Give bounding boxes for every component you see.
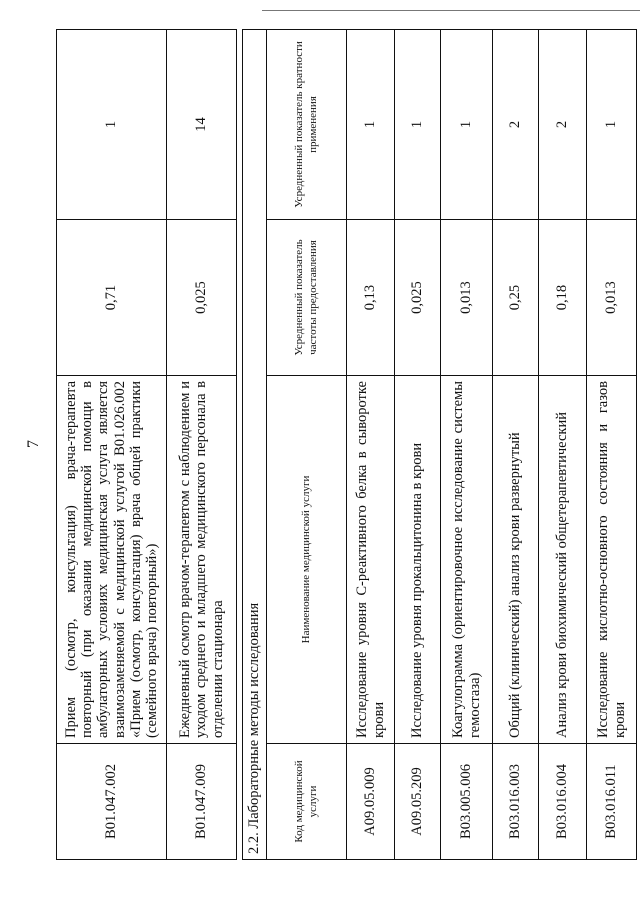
top-rule (262, 10, 640, 11)
service-name: Анализ крови биохимический общетерапевтический (539, 376, 587, 744)
header-row (267, 29, 347, 859)
frequency-value: 0,18 (539, 220, 587, 376)
table-row (395, 29, 441, 859)
service-code: B01.047.002 (57, 744, 167, 860)
laboratory-methods-table (242, 29, 637, 860)
table-row (57, 30, 167, 860)
multiplicity-value: 1 (587, 29, 637, 219)
multiplicity-value: 1 (441, 29, 493, 219)
header-name: Наименование медицинской услуги (267, 376, 347, 744)
section-title-row (243, 29, 267, 859)
service-code: B03.016.011 (587, 744, 637, 860)
service-name: Исследование уровня прокальцитонина в крови (395, 376, 441, 744)
table-row (587, 29, 637, 859)
service-name: Исследование уровня С-реактивного белка в сыворотке крови (347, 376, 395, 744)
frequency-value: 0,13 (347, 220, 395, 376)
frequency-value: 0,025 (167, 220, 237, 376)
service-code: B01.047.009 (167, 744, 237, 860)
multiplicity-value: 2 (493, 29, 539, 219)
multiplicity-value: 2 (539, 29, 587, 219)
multiplicity-value: 1 (347, 29, 395, 219)
rotated-page-content (56, 30, 636, 860)
frequency-value: 0,013 (587, 220, 637, 376)
table-row (493, 29, 539, 859)
frequency-value: 0,71 (57, 220, 167, 376)
service-name: Общий (клинический) анализ крови развернутый (493, 376, 539, 744)
table-row (539, 29, 587, 859)
service-code: A09.05.009 (347, 744, 395, 860)
frequency-value: 0,025 (395, 220, 441, 376)
header-code: Код медицинской услуги (267, 744, 347, 860)
service-name: Прием (осмотр, консультация) врача-терапевта повторный (при оказании медицинской помощи в амбулаторных условиях медицинская услуга является взаимозаменяемой с медицинской услугой B01.026.002 «Прием (осмотр, консультация) врача общей практики (семейного врача) повторный») (57, 376, 167, 744)
service-name: Коагулограмма (ориентировочное исследование системы гемостаза) (441, 376, 493, 744)
table-row (167, 30, 237, 860)
service-code: B03.016.004 (539, 744, 587, 860)
page-number: 7 (25, 440, 42, 448)
service-code: B03.005.006 (441, 744, 493, 860)
services-table-continued (56, 29, 237, 860)
header-multiplicity: Усредненный показатель кратности применения (267, 29, 347, 219)
multiplicity-value: 1 (395, 29, 441, 219)
header-frequency: Усредненный показатель частоты предоставления (267, 220, 347, 376)
service-name: Ежедневный осмотр врачом-терапевтом с наблюдением и уходом среднего и младшего медицинского персонала в отделении стационара (167, 376, 237, 744)
multiplicity-value: 14 (167, 30, 237, 220)
section-title: 2.2. Лабораторные методы исследования (243, 29, 267, 859)
service-code: A09.05.209 (395, 744, 441, 860)
service-code: B03.016.003 (493, 744, 539, 860)
table-row (347, 29, 395, 859)
frequency-value: 0,25 (493, 220, 539, 376)
table-row (441, 29, 493, 859)
service-name: Исследование кислотно-основного состояния и газов крови (587, 376, 637, 744)
multiplicity-value: 1 (57, 30, 167, 220)
frequency-value: 0,013 (441, 220, 493, 376)
